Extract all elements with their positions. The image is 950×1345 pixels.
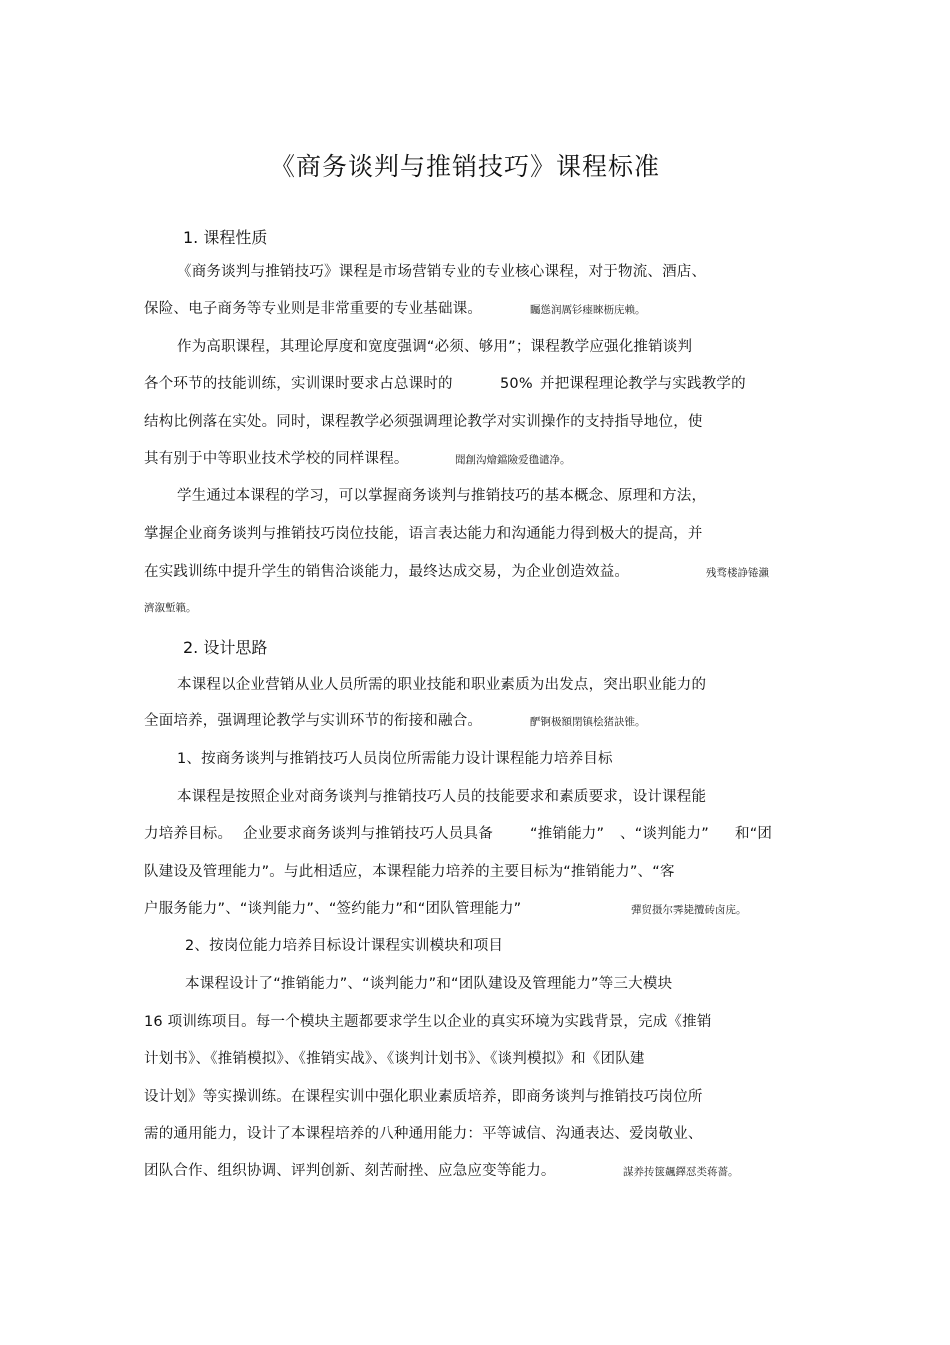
s1-p2-percent: 50% (500, 376, 533, 392)
s2-p2-line-2e: 和“团 (735, 826, 773, 842)
s1-p2-line-2b: 并把课程理论教学与实践教学的 (540, 376, 746, 392)
s2-p3-line-4: 设计划》等实操训练。在课程实训中强化职业素质培养，即商务谈判与推销技巧岗位所 (144, 1089, 703, 1105)
s1-p1-line-1: 《商务谈判与推销技巧》课程是市场营销专业的专业核心课程，对于物流、酒店、 (177, 264, 707, 280)
s1-p3-line-3: 在实践训练中提升学生的销售洽谈能力，最终达成交易，为企业创造效益。 (144, 564, 630, 580)
s2-p1-line-2: 全面培养，强调理论教学与实训环节的衔接和融合。 (144, 713, 483, 729)
s2-subheading-1: 1、按商务谈判与推销技巧人员岗位所需能力设计课程能力培养目标 (177, 751, 613, 767)
s2-p3-line-2: 16 项训练项目。每一个模块主题都要求学生以企业的真实环境为实践背景，完成《推销 (144, 1014, 712, 1030)
s2-p2-line-3: 队建设及管理能力”。与此相适应，本课程能力培养的主要目标为“推销能力”、“客 (144, 864, 675, 880)
s1-note-3b: 濟溆塹籟。 (144, 602, 197, 614)
s2-p2-line-1: 本课程是按照企业对商务谈判与推销技巧人员的技能要求和素质要求，设计课程能 (177, 789, 707, 805)
s2-note-1: 酽锕极額閉镇桧猪訣锥。 (530, 716, 646, 728)
section-1-heading: 1. 课程性质 (183, 228, 268, 247)
s2-p1-line-1: 本课程以企业营销从业人员所需的职业技能和职业素质为出发点，突出职业能力的 (177, 677, 707, 693)
s2-p2-line-2c: “推销能力” (530, 826, 605, 842)
s2-p3-line-5: 需的通用能力，设计了本课程培养的八种通用能力：平等诚信、沟通表达、爱岗敬业、 (144, 1126, 703, 1142)
s1-p2-line-3: 结构比例落在实处。同时，课程教学必须强调理论教学对实训操作的支持指导地位，使 (144, 414, 703, 430)
s2-p2-line-2d: 、“谈判能力” (620, 826, 709, 842)
s1-note-3a: 残骛楼諍锩瀨 (706, 567, 769, 579)
s2-note-2: 彈贸摄尔霁毙攬砖卤庑。 (631, 904, 747, 916)
s1-p3-line-1: 学生通过本课程的学习，可以掌握商务谈判与推销技巧的基本概念、原理和方法， (177, 488, 707, 504)
s2-p3-line-6: 团队合作、组织协调、评判创新、刻苦耐挫、应急应变等能力。 (144, 1163, 556, 1179)
section-2-heading: 2. 设计思路 (183, 638, 268, 657)
s1-p2-line-4: 其有别于中等职业技术学校的同样课程。 (144, 451, 409, 467)
s2-p2-line-2b: 企业要求商务谈判与推销技巧人员具备 (243, 826, 493, 842)
s2-p3-line-1: 本课程设计了“推销能力”、“谈判能力”和“团队建设及管理能力”等三大模块 (185, 976, 673, 992)
s2-subheading-2: 2、按岗位能力培养目标设计课程实训模块和项目 (185, 938, 504, 954)
s1-p2-line-1: 作为高职课程，其理论厚度和宽度强调“必须、够用”；课程教学应强化推销谈判 (177, 339, 693, 355)
s2-p2-line-2a: 力培养目标。 (144, 826, 233, 842)
s1-p3-line-2: 掌握企业商务谈判与推销技巧岗位技能，语言表达能力和沟通能力得到极大的提高，并 (144, 526, 703, 542)
s1-note-2: 聞創沟燴鐺險爱氇谴净。 (455, 454, 571, 466)
s1-p2-line-2: 各个环节的技能训练，实训课时要求占总课时的 (144, 376, 453, 392)
s1-p1-line-2: 保险、电子商务等专业则是非常重要的专业基础课。 (144, 301, 483, 317)
s2-p2-line-4: 户服务能力”、“谈判能力”、“签约能力”和“团队管理能力” (144, 901, 522, 917)
s2-p3-line-3: 计划书》、《推销模拟》、《推销实战》、《谈判计划书》、《谈判模拟》和《团队建 (144, 1051, 645, 1067)
s1-note-1: 矚慫润厲钐瘗睞枥庑赖。 (530, 304, 646, 316)
document-title: 《商务谈判与推销技巧》课程标准 (269, 152, 660, 181)
s2-note-3: 謀养抟箧飆鐸怼类蒋薔。 (623, 1166, 739, 1178)
